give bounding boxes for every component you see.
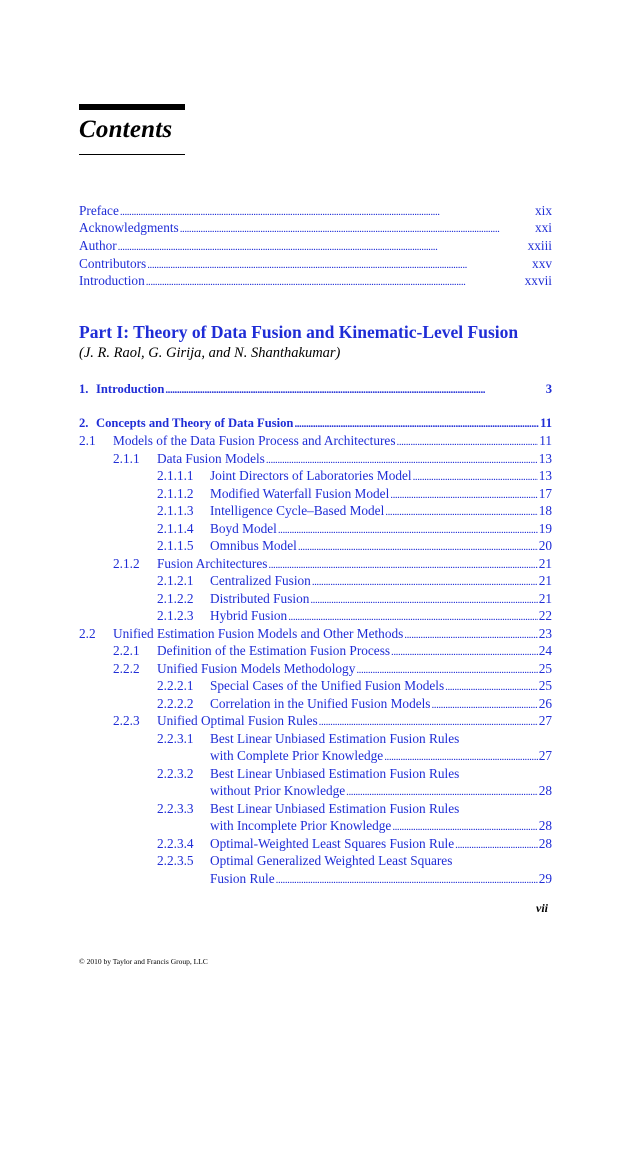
- toc-subsubsection[interactable]: [157, 572, 552, 589]
- section-page: 25: [538, 678, 552, 693]
- section-number: 2.2.2: [113, 661, 140, 676]
- leader-dots: [397, 434, 539, 451]
- leader-dots: [384, 749, 537, 766]
- copyright-notice: © 2010 by Taylor and Francis Group, LLC: [79, 957, 208, 966]
- toc-subsection[interactable]: [113, 642, 552, 659]
- section-label: Optimal Generalized Weighted Least Squares: [210, 853, 453, 868]
- leader-dots: [298, 539, 538, 556]
- toc-subsubsection[interactable]: [157, 765, 459, 782]
- section-number: 2.1.1.5: [157, 538, 194, 553]
- leader-dots: [455, 837, 538, 854]
- toc-subsubsection[interactable]: [157, 537, 552, 554]
- chapter-number: 2.: [79, 416, 89, 430]
- toc-entry-preface[interactable]: [79, 202, 552, 219]
- section-label: Best Linear Unbiased Estimation Fusion Rules: [210, 731, 460, 746]
- toc-chapter-2[interactable]: [79, 415, 552, 432]
- toc-subsubsection[interactable]: [157, 730, 459, 747]
- leader-dots: [346, 784, 538, 801]
- section-page: 27: [538, 713, 552, 728]
- toc-subsubsection[interactable]: [157, 800, 459, 817]
- toc-entry-introduction[interactable]: [79, 272, 552, 289]
- toc-subsubsection[interactable]: [157, 607, 552, 624]
- toc-entry-continuation[interactable]: [210, 782, 552, 799]
- toc-subsubsection[interactable]: [157, 467, 552, 484]
- toc-subsubsection[interactable]: [157, 695, 552, 712]
- section-number: 2.2.3.2: [157, 766, 194, 781]
- section-label: Optimal-Weighted Least Squares Fusion Rule: [210, 836, 455, 851]
- leader-dots: [319, 714, 538, 731]
- leader-dots: [445, 679, 538, 696]
- toc-chapter-1[interactable]: [79, 381, 552, 398]
- toc-subsubsection[interactable]: [157, 590, 552, 607]
- section-page: 11: [539, 433, 552, 448]
- toc-entry-page: xxiii: [527, 238, 552, 253]
- toc-entry-page: xxi: [535, 220, 552, 235]
- leader-dots: [276, 872, 538, 889]
- section-page: 18: [538, 503, 552, 518]
- section-page: 28: [538, 783, 552, 798]
- toc-entry-continuation[interactable]: [210, 817, 552, 834]
- leader-dots: [180, 221, 534, 238]
- section-label: Correlation in the Unified Fusion Models: [210, 696, 431, 711]
- section-number: 2.2.3.5: [157, 853, 194, 868]
- section-label: Distributed Fusion: [210, 591, 310, 606]
- section-label: Modified Waterfall Fusion Model: [210, 486, 390, 501]
- section-number: 2.2.1: [113, 643, 140, 658]
- section-label-continued: without Prior Knowledge: [210, 783, 346, 798]
- toc-entry-contributors[interactable]: [79, 255, 552, 272]
- section-label: Joint Directors of Laboratories Model: [210, 468, 412, 483]
- toc-subsubsection[interactable]: [157, 502, 552, 519]
- toc-entry-label: Contributors: [79, 256, 147, 271]
- section-label: Omnibus Model: [210, 538, 297, 553]
- section-label: Unified Fusion Models Methodology: [157, 661, 356, 676]
- chapter-label: Introduction: [96, 382, 165, 396]
- section-label: Best Linear Unbiased Estimation Fusion Rules: [210, 766, 460, 781]
- section-label: Data Fusion Models: [157, 451, 265, 466]
- section-label-continued: with Complete Prior Knowledge: [210, 748, 384, 763]
- section-label-continued: Fusion Rule: [210, 871, 275, 886]
- section-page: 21: [538, 591, 552, 606]
- section-number: 2.2.3.1: [157, 731, 194, 746]
- chapter-label: Concepts and Theory of Data Fusion: [96, 416, 294, 430]
- section-number: 2.1.2.3: [157, 608, 194, 623]
- page-title: Contents: [79, 116, 173, 143]
- toc-entry-label: Introduction: [79, 273, 145, 288]
- toc-entry-page: xix: [535, 203, 552, 218]
- section-number: 2.1.1: [113, 451, 140, 466]
- section-page: 26: [538, 696, 552, 711]
- chapter-page: 11: [540, 416, 552, 430]
- section-page: 13: [538, 468, 552, 483]
- toc-subsection[interactable]: [113, 450, 552, 467]
- heading-bar: [79, 104, 185, 110]
- toc-entry-continuation[interactable]: [210, 747, 552, 764]
- section-page: 29: [538, 871, 552, 886]
- toc-entry-author[interactable]: [79, 237, 552, 254]
- toc-entry-acknowledgments[interactable]: [79, 219, 552, 236]
- section-page: 28: [538, 818, 552, 833]
- section-page: 27: [538, 748, 552, 763]
- toc-entry-label: Author: [79, 238, 117, 253]
- page-number: vii: [536, 901, 548, 915]
- chapter-number: 1.: [79, 382, 89, 396]
- section-number: 2.2.3.4: [157, 836, 194, 851]
- section-label: Definition of the Estimation Fusion Process: [157, 643, 391, 658]
- section-page: 20: [538, 538, 552, 553]
- leader-dots: [385, 504, 537, 521]
- section-number: 2.1.1.3: [157, 503, 194, 518]
- leader-dots: [118, 239, 527, 256]
- section-page: 22: [538, 608, 552, 623]
- leader-dots: [288, 609, 537, 626]
- section-label: Centralized Fusion: [210, 573, 311, 588]
- section-page: 21: [538, 556, 552, 571]
- toc-section[interactable]: [79, 432, 552, 449]
- section-number: 2.1.1.1: [157, 468, 194, 483]
- section-number: 2.1.2.1: [157, 573, 194, 588]
- section-label: Boyd Model: [210, 521, 277, 536]
- part-authors: (J. R. Raol, G. Girija, and N. Shanthakumar): [79, 345, 341, 361]
- leader-dots: [391, 644, 538, 661]
- section-number: 2.2.2.1: [157, 678, 194, 693]
- section-page: 23: [538, 626, 552, 641]
- leader-dots: [146, 274, 524, 291]
- section-label: Unified Estimation Fusion Models and Other Methods: [113, 626, 404, 641]
- part-title[interactable]: Part I: Theory of Data Fusion and Kinematic-Level Fusion: [79, 322, 519, 342]
- section-label: Hybrid Fusion: [210, 608, 288, 623]
- heading-rule: [79, 154, 185, 155]
- toc-subsubsection[interactable]: [157, 852, 452, 869]
- section-number: 2.1.2: [113, 556, 140, 571]
- section-number: 2.1.1.4: [157, 521, 194, 536]
- leader-dots: [294, 416, 539, 433]
- toc-entry-continuation[interactable]: [210, 870, 552, 887]
- toc-subsection[interactable]: [113, 660, 552, 677]
- section-number: 2.2.3.3: [157, 801, 194, 816]
- toc-entry-label: Preface: [79, 203, 119, 218]
- section-number: 2.1: [79, 433, 96, 448]
- section-label: Intelligence Cycle–Based Model: [210, 503, 385, 518]
- section-number: 2.2.3: [113, 713, 140, 728]
- toc-subsection[interactable]: [113, 555, 552, 572]
- section-page: 24: [538, 643, 552, 658]
- section-page: 21: [538, 573, 552, 588]
- section-number: 2.2: [79, 626, 96, 641]
- toc-subsubsection[interactable]: [157, 835, 552, 852]
- toc-subsubsection[interactable]: [157, 520, 552, 537]
- toc-entry-page: xxvii: [524, 273, 552, 288]
- section-number: 2.1.2.2: [157, 591, 194, 606]
- toc-entry-page: xxv: [532, 256, 552, 271]
- leader-dots: [413, 469, 538, 486]
- toc-entry-label: Acknowledgments: [79, 220, 179, 235]
- section-page: 13: [538, 451, 552, 466]
- section-page: 25: [538, 661, 552, 676]
- toc-subsubsection[interactable]: [157, 485, 552, 502]
- section-label: Unified Optimal Fusion Rules: [157, 713, 318, 728]
- section-page: 17: [538, 486, 552, 501]
- leader-dots: [312, 574, 538, 591]
- toc-subsubsection[interactable]: [157, 677, 552, 694]
- section-number: 2.2.2.2: [157, 696, 194, 711]
- section-label: Fusion Architectures: [157, 556, 268, 571]
- section-label: Best Linear Unbiased Estimation Fusion Rules: [210, 801, 460, 816]
- section-number: 2.1.1.2: [157, 486, 194, 501]
- toc-subsection[interactable]: [113, 712, 552, 729]
- section-label-continued: with Incomplete Prior Knowledge: [210, 818, 392, 833]
- section-label: Models of the Data Fusion Process and Architectures: [113, 433, 396, 448]
- leader-dots: [165, 382, 544, 399]
- toc-section[interactable]: [79, 625, 552, 642]
- chapter-page: 3: [545, 382, 552, 396]
- section-page: 19: [538, 521, 552, 536]
- section-page: 28: [538, 836, 552, 851]
- section-label: Special Cases of the Unified Fusion Models: [210, 678, 445, 693]
- leader-dots: [392, 819, 537, 836]
